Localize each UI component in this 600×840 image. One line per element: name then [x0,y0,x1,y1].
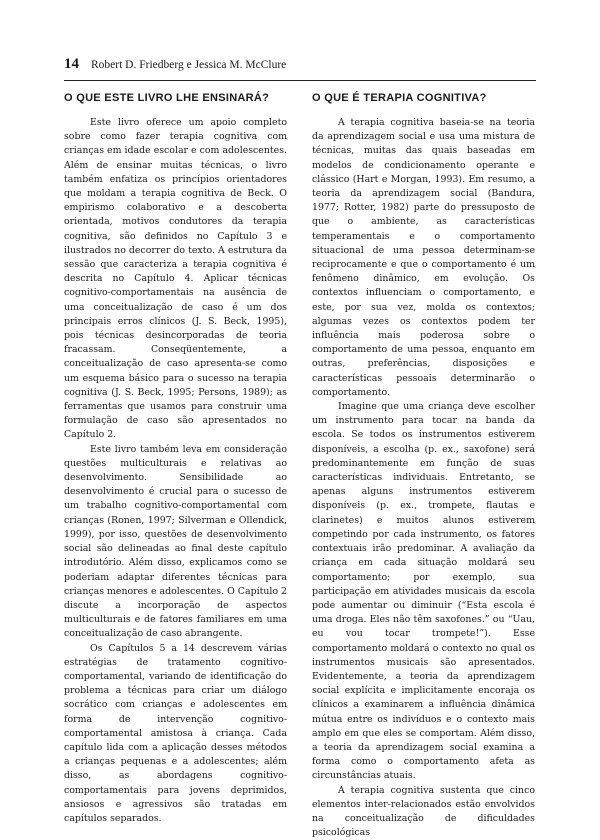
paragraph: A terapia cognitiva sustenta que cinco elementos inter-relacionados estão envolvidos na conceitualização de dificuldades psicológicas [312,784,535,839]
paragraph: A terapia cognitiva baseia-se na teoria da aprendizagem social e usa uma mistura de técnicas, muitas das quais baseadas em modelos de condicionamento operante e clássico (Hart e Morgan, 1993). Em resumo, a teoria da aprendizagem social (Bandura, 1977; Rotter, 1982) parte do pressuposto de que o ambiente, as características temperamentais e o comportamento situacional de uma pessoa determinam-se reciprocamente e que o comportamento é um fenômeno dinâmico, em evolução. Os contextos influenciam o comportamento, e este, por sua vez, molda os contextos; algumas vezes os contextos podem ter influência mais poderosa sobre o comportamento de uma pessoa, enquanto em outras, preferências, disposições e características pessoais determinarão o comportamento. [312,117,535,398]
section-heading-cognitive-therapy: O QUE É TERAPIA COGNITIVA? [312,92,487,104]
page-number: 14 [64,56,79,72]
paragraph: Este livro também leva em consideração questões multiculturais e relativas ao desenvolvimento. Sensibilidade ao desenvolvimento é crucial para o sucesso de um trabalho cognitivo-comportamental com crianças (Ronen, 1997; Silverman e Ollendick, 1999), por isso, questões de desenvolvimento social são delineadas ao final deste capítulo introdutório. Além disso, explicamos como se poderiam adaptar diferentes técnicas para crianças menores e adolescentes. O Capítulo 2 discute a incorporação de aspectos multiculturais e de fatores familiares em uma conceitualização de caso abrangente. [64,443,287,640]
section-heading-book-teaches: O QUE ESTE LIVRO LHE ENSINARÁ? [64,92,270,104]
running-head: Robert D. Friedberg e Jessica M. McClure [91,59,287,71]
page-header [64,56,536,81]
left-column [64,92,287,826]
paragraph: Este livro oferece um apoio completo sobre como fazer terapia cognitiva com crianças em idade escolar e com adolescentes. Além de ensinar muitas técnicas, o livro também enfatiza os princípios orientadores que moldam a terapia cognitiva de Beck. O empirismo colaborativo e a descoberta orientada, motivos condutores da terapia cognitiva, são definidos no Capítulo 3 e ilustrados no decorrer do texto. A estrutura da sessão que caracteriza a terapia cognitiva é descrita no Capítulo 4. Aplicar técnicas cognitivo-comportamentais na ausência de uma conceitualização de caso é um dos principais erros clínicos (J. S. Beck, 1995), pois técnicas desincorporadas de teoria fracassam. Conseqüentemente, a conceitualização de caso apresenta-se como um esquema básico para o sucesso na terapia cognitiva (J. S. Beck, 1995; Persons, 1989); as ferramentas que usamos para construir uma formulação de caso são apresentados no Capítulo 2. [64,117,287,441]
paragraph: Imagine que uma criança deve escolher um instrumento para tocar na banda da escola. Se todos os instrumentos estiverem disponíveis, a escolha (p. ex., saxofone) será predominantemente em função de suas características individuais. Entretanto, se apenas alguns instrumentos estiverem disponíveis (p. ex., trompete, flautas e clarinetes) e muitos alunos estiverem competindo por cada instrumento, os fatores contextuais irão predominar. A avaliação da criança em cada situação moldará seu comportamento; por exemplo, sua participação em atividades musicais da escola pode aumentar ou diminuir (“Esta escola é uma droga. Eles não têm saxofones.” ou “Uau, eu vou tocar trompete!”). Esse comportamento moldará o contexto no qual os instrumentos musicais são apresentados. Evidentemente, a teoria da aprendizagem social explícita e implicitamente encoraja os clínicos a examinarem a influência dinâmica mútua entre os indivíduos e o contexto mais amplo em que eles se comportam. Além disso, a teoria da aprendizagem social examina a forma como o comportamento afeta as circunstâncias atuais. [312,401,535,782]
paragraph: Os Capítulos 5 a 14 descrevem várias estratégias de tratamento cognitivo-comportamental, variando de identificação do problema a técnicas para criar um diálogo socrático com crianças e adolescentes em forma de intervenção cognitivo-comportamental amistosa à criança. Cada capítulo lida com a aplicação desses métodos a crianças pequenas e a adolescentes; além disso, as abordagens cognitivo-comportamentais para jovens deprimidos, ansiosos e agressivos são tratadas em capítulos separados. [64,642,287,824]
right-column [312,92,535,840]
